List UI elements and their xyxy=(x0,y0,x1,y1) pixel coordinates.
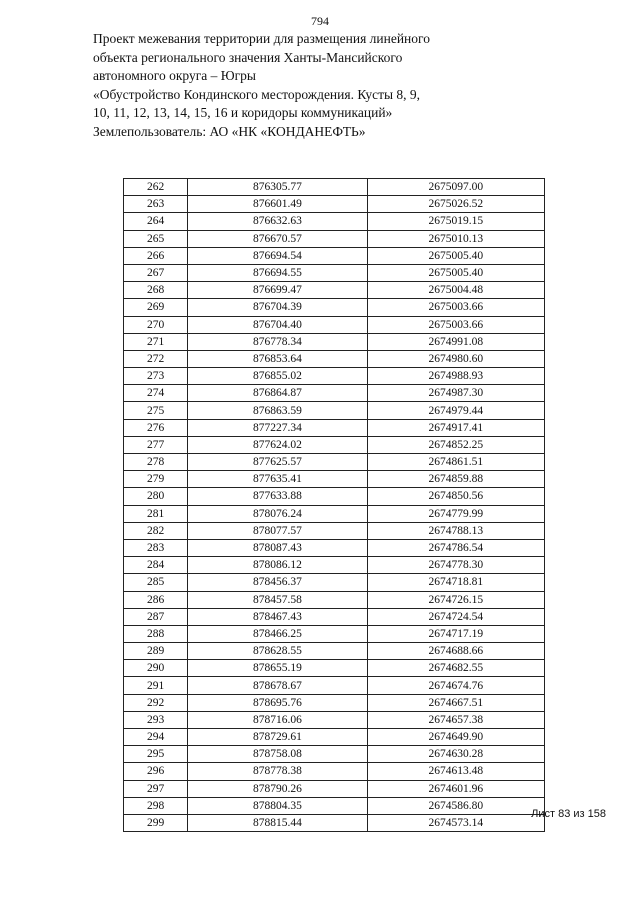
point-number-cell: 296 xyxy=(124,763,188,780)
y-coordinate-cell: 2674688.66 xyxy=(367,643,544,660)
table-row xyxy=(124,763,545,780)
y-coordinate-cell: 2675026.52 xyxy=(367,196,544,213)
table-row xyxy=(124,660,545,677)
y-coordinate-cell: 2674718.81 xyxy=(367,574,544,591)
point-number-cell: 294 xyxy=(124,729,188,746)
y-coordinate-cell: 2674682.55 xyxy=(367,660,544,677)
page-number: 794 xyxy=(311,14,329,28)
header-line: Проект межевания территории для размещения линейного xyxy=(93,31,430,46)
point-number-cell: 278 xyxy=(124,454,188,471)
table-row xyxy=(124,419,545,436)
point-number-cell: 274 xyxy=(124,385,188,402)
x-coordinate-cell: 876699.47 xyxy=(188,282,367,299)
x-coordinate-cell: 876694.55 xyxy=(188,264,367,281)
table-row xyxy=(124,677,545,694)
table-row xyxy=(124,814,545,831)
x-coordinate-cell: 878695.76 xyxy=(188,694,367,711)
y-coordinate-cell: 2674788.13 xyxy=(367,522,544,539)
point-number-cell: 290 xyxy=(124,660,188,677)
point-number-cell: 297 xyxy=(124,780,188,797)
x-coordinate-cell: 876601.49 xyxy=(188,196,367,213)
y-coordinate-cell: 2674859.88 xyxy=(367,471,544,488)
point-number-cell: 263 xyxy=(124,196,188,213)
point-number-cell: 285 xyxy=(124,574,188,591)
table-row xyxy=(124,591,545,608)
x-coordinate-cell: 876694.54 xyxy=(188,247,367,264)
table-row xyxy=(124,385,545,402)
x-coordinate-cell: 878467.43 xyxy=(188,608,367,625)
point-number-cell: 262 xyxy=(124,179,188,196)
table-row xyxy=(124,643,545,660)
x-coordinate-cell: 878655.19 xyxy=(188,660,367,677)
x-coordinate-cell: 876853.64 xyxy=(188,350,367,367)
y-coordinate-cell: 2675019.15 xyxy=(367,213,544,230)
point-number-cell: 277 xyxy=(124,436,188,453)
sheet-counter: Лист 83 из 158 xyxy=(531,808,606,820)
table-row xyxy=(124,196,545,213)
table-row xyxy=(124,711,545,728)
point-number-cell: 276 xyxy=(124,419,188,436)
y-coordinate-cell: 2674649.90 xyxy=(367,729,544,746)
y-coordinate-cell: 2674630.28 xyxy=(367,746,544,763)
x-coordinate-cell: 878716.06 xyxy=(188,711,367,728)
header-line: 10, 11, 12, 13, 14, 15, 16 и коридоры коммуникаций» xyxy=(93,105,393,120)
point-number-cell: 295 xyxy=(124,746,188,763)
table-row xyxy=(124,608,545,625)
point-number-cell: 272 xyxy=(124,350,188,367)
table-row xyxy=(124,316,545,333)
x-coordinate-cell: 877227.34 xyxy=(188,419,367,436)
x-coordinate-cell: 878790.26 xyxy=(188,780,367,797)
x-coordinate-cell: 877624.02 xyxy=(188,436,367,453)
x-coordinate-cell: 876305.77 xyxy=(188,179,367,196)
x-coordinate-cell: 876778.34 xyxy=(188,333,367,350)
x-coordinate-cell: 876704.39 xyxy=(188,299,367,316)
point-number-cell: 282 xyxy=(124,522,188,539)
y-coordinate-cell: 2675097.00 xyxy=(367,179,544,196)
point-number-cell: 271 xyxy=(124,333,188,350)
point-number-cell: 293 xyxy=(124,711,188,728)
x-coordinate-cell: 877633.88 xyxy=(188,488,367,505)
table-row xyxy=(124,505,545,522)
y-coordinate-cell: 2675004.48 xyxy=(367,282,544,299)
table-row xyxy=(124,574,545,591)
point-number-cell: 279 xyxy=(124,471,188,488)
table-row xyxy=(124,488,545,505)
point-number-cell: 286 xyxy=(124,591,188,608)
table-row xyxy=(124,333,545,350)
point-number-cell: 273 xyxy=(124,368,188,385)
point-number-cell: 269 xyxy=(124,299,188,316)
point-number-cell: 265 xyxy=(124,230,188,247)
y-coordinate-cell: 2674726.15 xyxy=(367,591,544,608)
x-coordinate-cell: 878628.55 xyxy=(188,643,367,660)
point-number-cell: 289 xyxy=(124,643,188,660)
header-line: автономного округа – Югры xyxy=(93,68,256,83)
table-row xyxy=(124,522,545,539)
point-number-cell: 268 xyxy=(124,282,188,299)
y-coordinate-cell: 2674987.30 xyxy=(367,385,544,402)
point-number-cell: 287 xyxy=(124,608,188,625)
x-coordinate-cell: 878077.57 xyxy=(188,522,367,539)
x-coordinate-cell: 878087.43 xyxy=(188,539,367,556)
table-row xyxy=(124,471,545,488)
table-row xyxy=(124,797,545,814)
table-row xyxy=(124,557,545,574)
y-coordinate-cell: 2674979.44 xyxy=(367,402,544,419)
x-coordinate-cell: 878804.35 xyxy=(188,797,367,814)
x-coordinate-cell: 878466.25 xyxy=(188,625,367,642)
table-row xyxy=(124,368,545,385)
point-number-cell: 275 xyxy=(124,402,188,419)
header-line: объекта регионального значения Ханты-Мансийского xyxy=(93,49,403,65)
y-coordinate-cell: 2674667.51 xyxy=(367,694,544,711)
point-number-cell: 291 xyxy=(124,677,188,694)
point-number-cell: 284 xyxy=(124,557,188,574)
y-coordinate-cell: 2674657.38 xyxy=(367,711,544,728)
point-number-cell: 299 xyxy=(124,814,188,831)
table-row xyxy=(124,729,545,746)
x-coordinate-cell: 877635.41 xyxy=(188,471,367,488)
coordinates-table-body xyxy=(124,179,545,832)
point-number-cell: 292 xyxy=(124,694,188,711)
y-coordinate-cell: 2675010.13 xyxy=(367,230,544,247)
y-coordinate-cell: 2674717.19 xyxy=(367,625,544,642)
table-row xyxy=(124,264,545,281)
y-coordinate-cell: 2674786.54 xyxy=(367,539,544,556)
point-number-cell: 266 xyxy=(124,247,188,264)
point-number-cell: 288 xyxy=(124,625,188,642)
x-coordinate-cell: 878778.38 xyxy=(188,763,367,780)
table-row xyxy=(124,213,545,230)
point-number-cell: 270 xyxy=(124,316,188,333)
point-number-cell: 281 xyxy=(124,505,188,522)
table-row xyxy=(124,230,545,247)
coordinates-table xyxy=(123,178,545,832)
y-coordinate-cell: 2674980.60 xyxy=(367,350,544,367)
x-coordinate-cell: 878086.12 xyxy=(188,557,367,574)
table-row xyxy=(124,436,545,453)
table-row xyxy=(124,746,545,763)
point-number-cell: 280 xyxy=(124,488,188,505)
point-number-cell: 264 xyxy=(124,213,188,230)
y-coordinate-cell: 2674674.76 xyxy=(367,677,544,694)
y-coordinate-cell: 2674601.96 xyxy=(367,780,544,797)
table-row xyxy=(124,179,545,196)
y-coordinate-cell: 2674917.41 xyxy=(367,419,544,436)
x-coordinate-cell: 878729.61 xyxy=(188,729,367,746)
table-row xyxy=(124,694,545,711)
table-row xyxy=(124,539,545,556)
x-coordinate-cell: 876863.59 xyxy=(188,402,367,419)
y-coordinate-cell: 2674988.93 xyxy=(367,368,544,385)
x-coordinate-cell: 878456.37 xyxy=(188,574,367,591)
x-coordinate-cell: 878678.67 xyxy=(188,677,367,694)
table-row xyxy=(124,247,545,264)
x-coordinate-cell: 878815.44 xyxy=(188,814,367,831)
y-coordinate-cell: 2674778.30 xyxy=(367,557,544,574)
header-line: Землепользователь: АО «НК «КОНДАНЕФТЬ» xyxy=(93,123,366,139)
x-coordinate-cell: 876670.57 xyxy=(188,230,367,247)
table-row xyxy=(124,402,545,419)
point-number-cell: 298 xyxy=(124,797,188,814)
y-coordinate-cell: 2674861.51 xyxy=(367,454,544,471)
y-coordinate-cell: 2674613.48 xyxy=(367,763,544,780)
x-coordinate-cell: 877625.57 xyxy=(188,454,367,471)
point-number-cell: 267 xyxy=(124,264,188,281)
header-line: «Обустройство Кондинского месторождения. Кусты 8, 9, xyxy=(93,86,421,102)
y-coordinate-cell: 2675005.40 xyxy=(367,247,544,264)
y-coordinate-cell: 2674991.08 xyxy=(367,333,544,350)
x-coordinate-cell: 878457.58 xyxy=(188,591,367,608)
table-row xyxy=(124,350,545,367)
table-row xyxy=(124,282,545,299)
y-coordinate-cell: 2675003.66 xyxy=(367,299,544,316)
x-coordinate-cell: 876704.40 xyxy=(188,316,367,333)
x-coordinate-cell: 876864.87 xyxy=(188,385,367,402)
y-coordinate-cell: 2674779.99 xyxy=(367,505,544,522)
x-coordinate-cell: 876855.02 xyxy=(188,368,367,385)
y-coordinate-cell: 2675003.66 xyxy=(367,316,544,333)
table-row xyxy=(124,454,545,471)
y-coordinate-cell: 2674852.25 xyxy=(367,436,544,453)
y-coordinate-cell: 2675005.40 xyxy=(367,264,544,281)
y-coordinate-cell: 2674724.54 xyxy=(367,608,544,625)
table-row xyxy=(124,299,545,316)
y-coordinate-cell: 2674850.56 xyxy=(367,488,544,505)
y-coordinate-cell: 2674586.80 xyxy=(367,797,544,814)
document-header xyxy=(93,30,430,141)
y-coordinate-cell: 2674573.14 xyxy=(367,814,544,831)
point-number-cell: 283 xyxy=(124,539,188,556)
table-row xyxy=(124,625,545,642)
x-coordinate-cell: 878758.08 xyxy=(188,746,367,763)
table-row xyxy=(124,780,545,797)
x-coordinate-cell: 876632.63 xyxy=(188,213,367,230)
x-coordinate-cell: 878076.24 xyxy=(188,505,367,522)
